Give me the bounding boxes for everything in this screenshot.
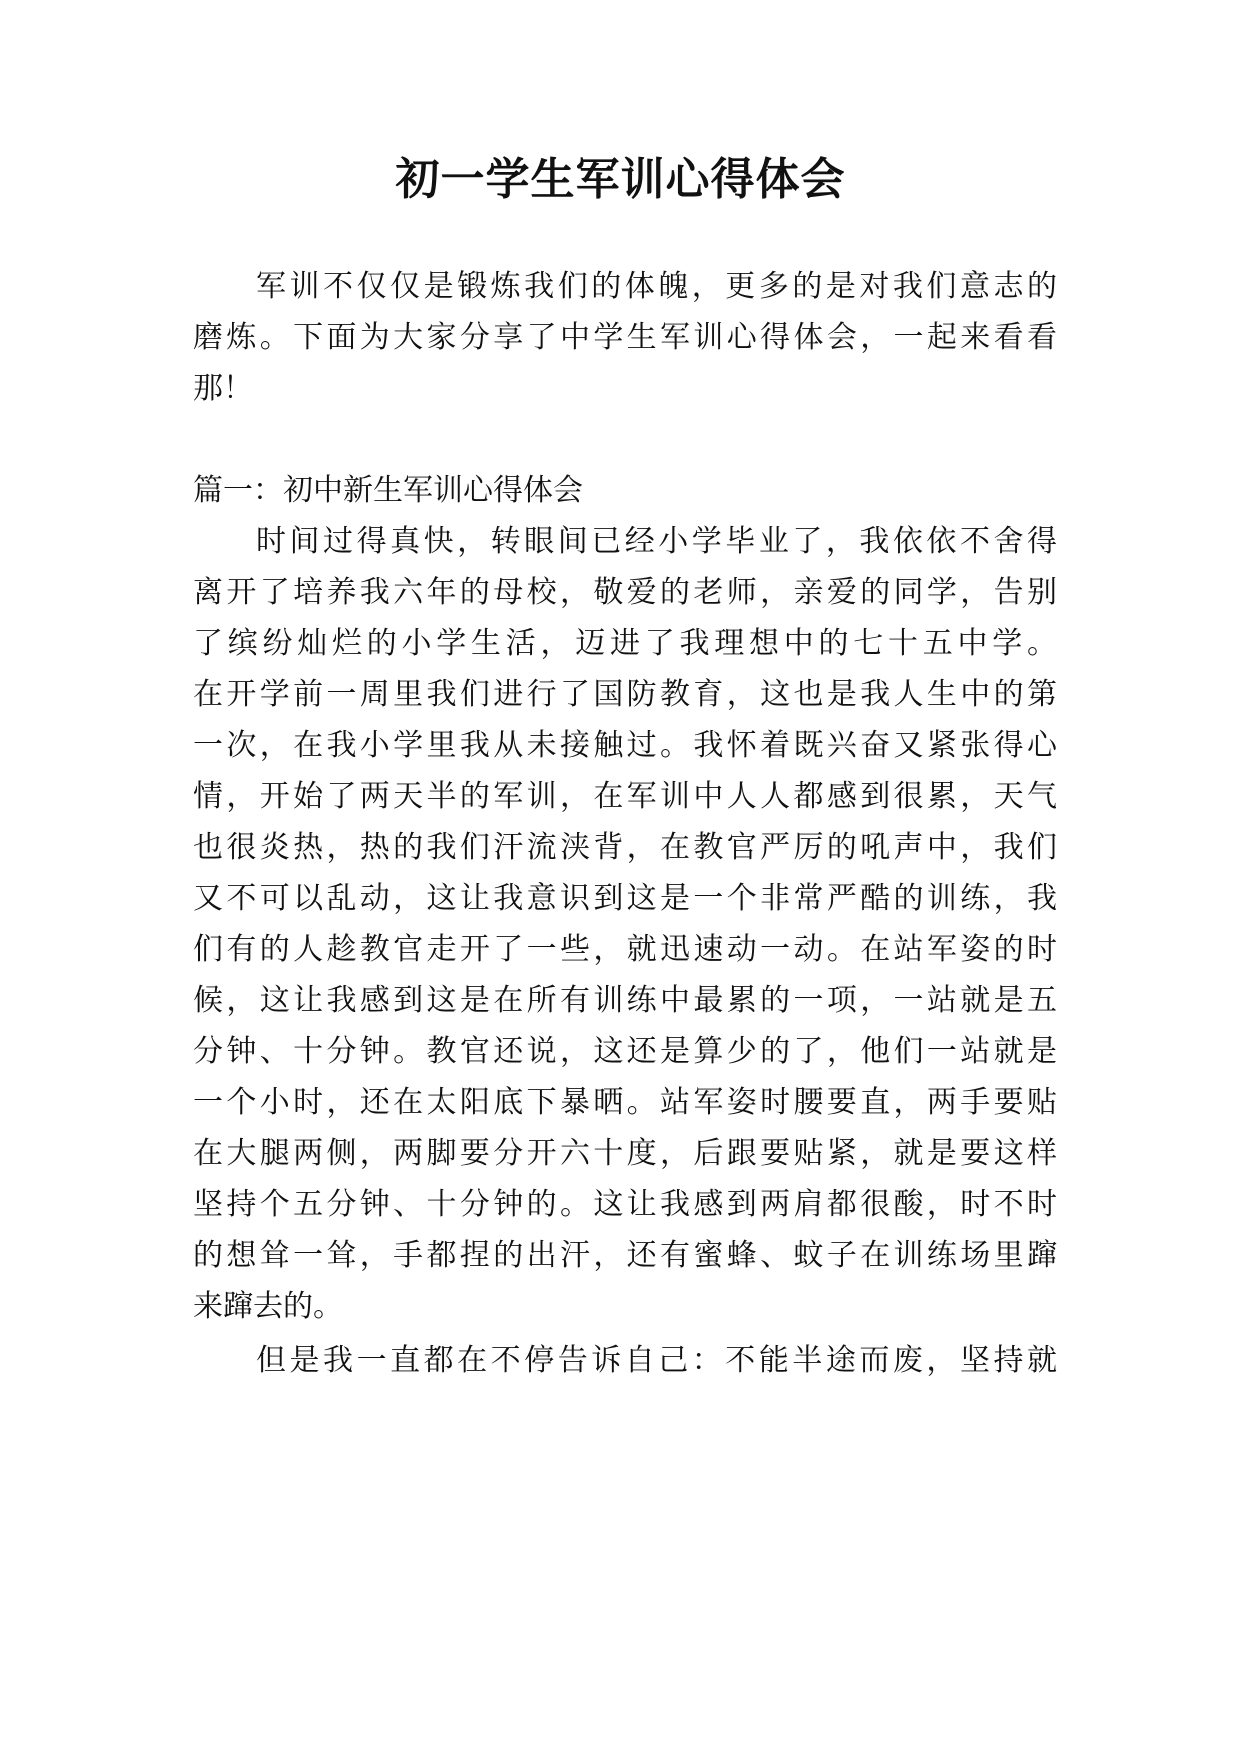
- paragraph1-line-13: 在大腿两侧，两脚要分开六十度，后跟要贴紧，就是要这样: [193, 1136, 1057, 1171]
- paragraph1-line-15: 的想耸一耸，手都捏的出汗，还有蜜蜂、蚊子在训练场里蹿: [193, 1238, 1057, 1273]
- intro-line-2: 磨炼。下面为大家分享了中学生军训心得体会，一起来看看: [193, 320, 1057, 355]
- intro-line-3: 那！: [193, 371, 253, 406]
- paragraph1-line-5: 一次，在我小学里我从未接触过。我怀着既兴奋又紧张得心: [193, 728, 1057, 763]
- paragraph1-line-10: 候，这让我感到这是在所有训练中最累的一项，一站就是五: [193, 983, 1057, 1018]
- section-heading: 篇一：初中新生军训心得体会: [193, 473, 583, 508]
- paragraph1-line-1: 时间过得真快，转眼间已经小学毕业了，我依依不舍得: [256, 524, 1057, 559]
- paragraph1-line-11: 分钟、十分钟。教官还说，这还是算少的了，他们一站就是: [193, 1034, 1057, 1069]
- paragraph1-line-16: 来蹿去的。: [193, 1289, 343, 1324]
- paragraph1-line-6: 情，开始了两天半的军训，在军训中人人都感到很累，天气: [193, 779, 1057, 814]
- paragraph1-line-12: 一个小时，还在太阳底下暴晒。站军姿时腰要直，两手要贴: [193, 1085, 1057, 1120]
- paragraph1-line-3: 了缤纷灿烂的小学生活，迈进了我理想中的七十五中学。: [193, 626, 1057, 661]
- paragraph1-line-7: 也很炎热，热的我们汗流浃背，在教官严厉的吼声中，我们: [193, 830, 1057, 865]
- paragraph2-line-1: 但是我一直都在不停告诉自己：不能半途而废，坚持就: [256, 1343, 1057, 1378]
- paragraph1-line-4: 在开学前一周里我们进行了国防教育，这也是我人生中的第: [193, 677, 1057, 712]
- document-title: 初一学生军训心得体会: [395, 154, 846, 205]
- paragraph1-line-2: 离开了培养我六年的母校，敬爱的老师，亲爱的同学，告别: [193, 575, 1057, 610]
- paragraph1-line-14: 坚持个五分钟、十分钟的。这让我感到两肩都很酸，时不时: [193, 1187, 1057, 1222]
- paragraph1-line-9: 们有的人趁教官走开了一些，就迅速动一动。在站军姿的时: [193, 932, 1057, 967]
- intro-line-1: 军训不仅仅是锻炼我们的体魄，更多的是对我们意志的: [256, 269, 1057, 304]
- paragraph1-line-8: 又不可以乱动，这让我意识到这是一个非常严酷的训练，我: [193, 881, 1057, 916]
